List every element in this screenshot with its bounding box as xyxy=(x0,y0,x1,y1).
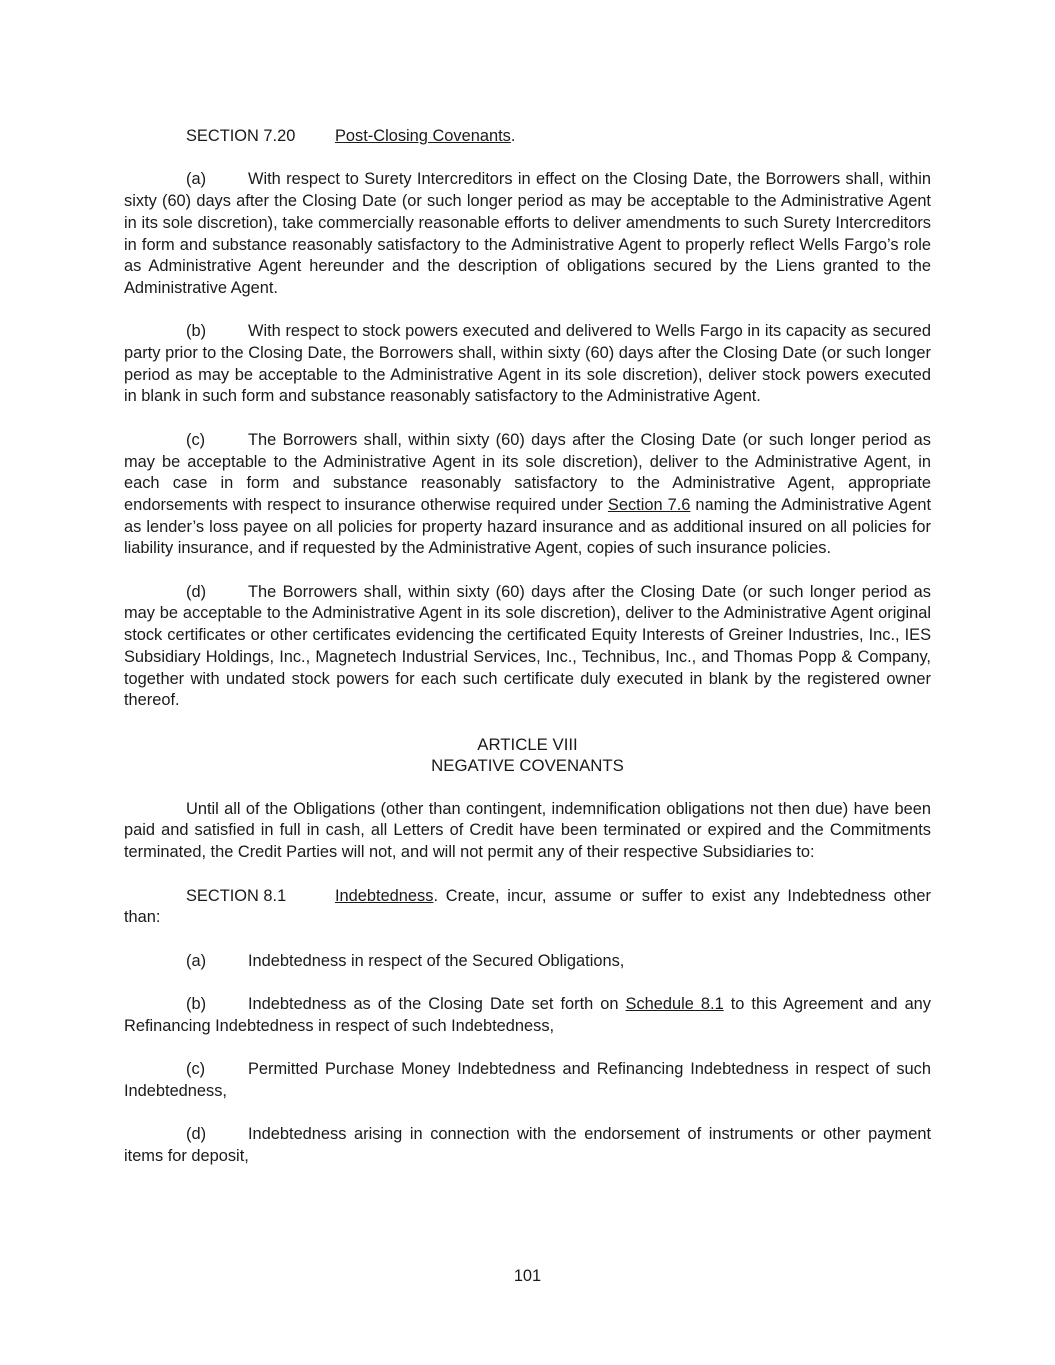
section-number: SECTION 7.20 xyxy=(186,127,296,145)
item-text: Indebtedness in respect of the Secured Obligations, xyxy=(248,951,625,970)
item-text: Indebtedness as of the Closing Date set forth on xyxy=(248,994,626,1013)
paragraph-d xyxy=(124,582,931,712)
paragraph-label: (d) xyxy=(186,582,207,601)
paragraph-text: With respect to Surety Intercreditors in effect on the Closing Date, the Borrowers shall, within sixty (60) days after the Closing Date (or such longer period as may be acceptable to the Administrative Agent in its sole discretion), take commercially reasonable efforts to deliver amendments to such Surety Intercreditors in form and substance reasonably satisfactory to the Administrative Agent to properly reflect Wells Fargo’s role as Administrative Agent hereunder and the description of obligations secured by the Liens granted to the Administrative Agent. xyxy=(124,170,931,297)
article-title: NEGATIVE COVENANTS xyxy=(431,756,624,776)
item-text: Permitted Purchase Money Indebtedness and Refinancing Indebtedness in respect of such Indebtedness, xyxy=(124,1060,931,1100)
paragraph-text: naming the Administrative Agent as lender’s loss payee on all policies for property hazard insurance and as additional insured on all policies for liability insurance, and if requested by the Administrative Agent, copies of such insurance policies. xyxy=(124,495,932,558)
paragraph-c xyxy=(124,430,931,560)
section-number: SECTION 8.1 xyxy=(186,886,287,905)
paragraph-text: The Borrowers shall, within sixty (60) days after the Closing Date (or such longer period as may be acceptable to the Administrative Agent in its sole discretion), deliver to the Administrative Agent, in each case in form and substance reasonably satisfactory to the Administrative Agent, appropriate endorsements with respect to insurance otherwise required under xyxy=(124,430,931,514)
item-label: (a) xyxy=(186,951,207,970)
section-title: Indebtedness xyxy=(335,886,434,905)
section-title: Post-Closing Covenants xyxy=(335,127,511,145)
paragraph-label: (a) xyxy=(186,170,207,189)
item-a xyxy=(124,951,931,973)
item-text: to this Agreement and any Refinancing Indebtedness in respect of such Indebtedness, xyxy=(124,994,931,1035)
item-text: Indebtedness arising in connection with the endorsement of instruments or other payment items for deposit, xyxy=(124,1125,931,1165)
article-intro: Until all of the Obligations (other than contingent, indemnification obligations not then due) have been paid and satisfied in full in cash, all Letters of Credit have been terminated or expired and the Commitments terminated, the Credit Parties will not, and will not permit any of their respective Subsidiaries to: xyxy=(124,799,931,862)
section-text: . Create, incur, assume or suffer to exist any Indebtedness other than: xyxy=(124,886,931,927)
paragraph-b xyxy=(124,321,931,408)
schedule-reference: Schedule 8.1 xyxy=(625,994,724,1013)
item-label: (d) xyxy=(186,1125,207,1144)
page-content xyxy=(124,126,931,1168)
section-reference: Section 7.6 xyxy=(607,495,691,514)
item-label: (b) xyxy=(186,994,207,1013)
article-number: ARTICLE VIII xyxy=(477,734,578,754)
paragraph-label: (b) xyxy=(186,322,207,341)
paragraph-label: (c) xyxy=(186,430,206,449)
paragraph-text: With respect to stock powers executed and delivered to Wells Fargo in its capacity as secured party prior to the Closing Date, the Borrowers shall, within sixty (60) days after the Closing Date (or such longer period as may be acceptable to the Administrative Agent in its sole discretion), deliver stock powers executed in blank in such form and substance reasonably satisfactory to the Administrative Agent. xyxy=(124,322,931,406)
paragraph-a xyxy=(124,169,931,299)
item-b xyxy=(124,994,931,1037)
section-8-1 xyxy=(124,886,931,929)
item-d xyxy=(124,1124,931,1167)
section-7-20-heading: SECTION 7.20 Post-Closing Covenants. xyxy=(124,126,931,148)
paragraph-text: The Borrowers shall, within sixty (60) days after the Closing Date (or such longer period as may be acceptable to the Administrative Agent in its sole discretion), deliver to the Administrative Agent original stock certificates or other certificates evidencing the certificated Equity Interests of Greiner Industries, Inc., IES Subsidiary Holdings, Inc., Magnetech Industrial Services, Inc., Technibus, Inc., and Thomas Popp & Company, together with undated stock powers for each such certificate duly executed in blank by the registered owner thereof. xyxy=(124,582,931,710)
page-number: 101 xyxy=(513,1267,542,1285)
item-c xyxy=(124,1059,931,1102)
item-label: (c) xyxy=(186,1060,206,1079)
